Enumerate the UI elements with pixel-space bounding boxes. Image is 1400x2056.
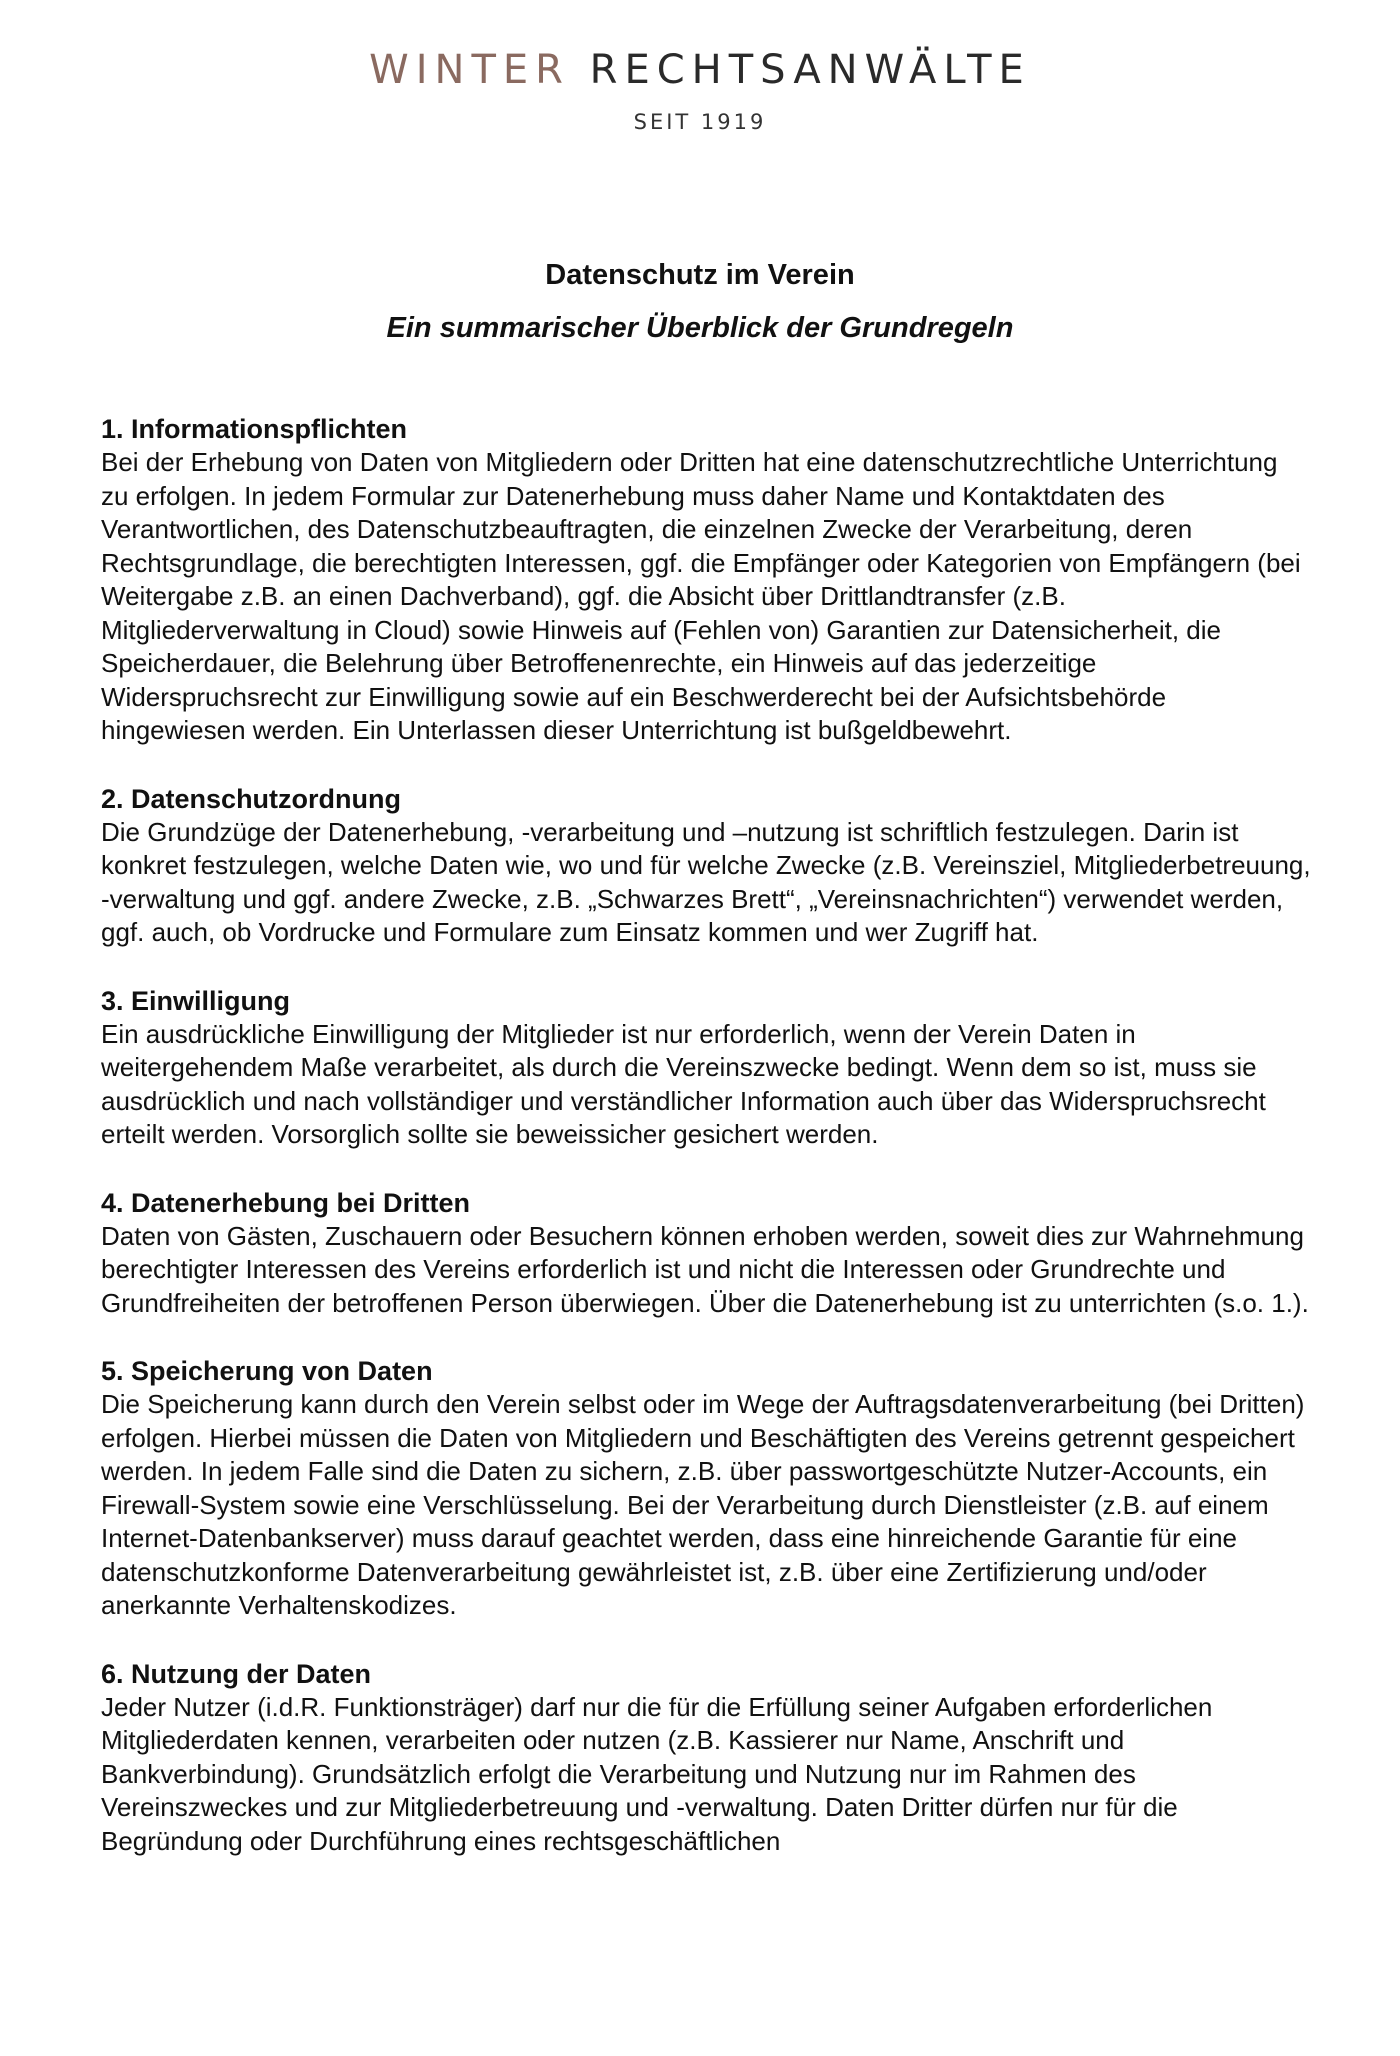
section-datenschutzordnung bbox=[101, 782, 1311, 950]
section-heading: 3. Einwilligung bbox=[101, 985, 290, 1016]
section-informationspflichten bbox=[101, 412, 1311, 748]
firm-since-line: SEIT 1919 bbox=[633, 110, 767, 134]
section-heading: 1. Informationspflichten bbox=[101, 414, 408, 444]
section-heading: 4. Datenerhebung bei Dritten bbox=[101, 1187, 471, 1218]
section-heading: 2. Datenschutzordnung bbox=[101, 783, 402, 814]
section-nutzung-der-daten bbox=[101, 1657, 1311, 1859]
section-text: Daten von Gästen, Zuschauern oder Besuchern können erhoben werden, soweit dies zur Wahrnehmung berechtigter Interessen des Vereins erforderlich ist und nicht die Interessen oder Grundrechte und Grundfreiheiten der betroffenen Person überwiegen. Über die Datenerhebung ist zu unterrichten (s.o. 1.). bbox=[101, 1220, 1309, 1318]
section-text: Die Grundzüge der Datenerhebung, -verarbeitung und –nutzung ist schriftlich festzulegen. Darin ist konkret festzulegen, welche Daten wie, wo und für welche Zwecke (z.B. Vereinsziel, Mitgliederbetreuung, -verwaltung und ggf. andere Zwecke, z.B. „Schwarzes Brett“, „Vereinsnachrichten“) verwendet werden, ggf. auch, ob Vordrucke und Formulare zum Einsatz kommen und wer Zugriff hat. bbox=[101, 816, 1311, 947]
section-speicherung-von-daten bbox=[101, 1354, 1311, 1623]
firm-logo bbox=[0, 44, 1400, 96]
document-body bbox=[101, 412, 1311, 1892]
firm-logo-word-winter: WINTER bbox=[369, 47, 570, 93]
section-text: Die Speicherung kann durch den Verein selbst oder im Wege der Auftragsdatenverarbeitung (bei Dritten) erfolgen. Hierbei müssen die Daten von Mitgliedern und Beschäftigten des Vereins getrennt gespeichert werden. In jedem Falle sind die Daten zu sichern, z.B. über passwortgeschützte Nutzer-Accounts, ein Firewall-System sowie eine Verschlüsselung. Bei der Verarbeitung durch Dienstleister (z.B. auf einem Internet-Datenbankserver) muss darauf geachtet werden, dass eine hinreichende Garantie für eine datenschutzkonforme Datenverarbeitung gewährleistet ist, z.B. über eine Zertifizierung und/oder anerkannte Verhaltenskodizes. bbox=[101, 1389, 1305, 1620]
section-text: Jeder Nutzer (i.d.R. Funktionsträger) darf nur die für die Erfüllung seiner Aufgaben erforderlichen Mitgliederdaten kennen, verarbeiten oder nutzen (z.B. Kassierer nur Name, Anschrift und Bankverbindung). Grundsätzlich erfolgt die Verarbeitung und Nutzung nur im Rahmen des Vereinszweckes und zur Mitgliederbetreuung und -verwaltung. Daten Dritter dürfen nur für die Begründung oder Durchführung eines rechtsgeschäftlichen bbox=[101, 1691, 1213, 1856]
section-einwilligung bbox=[101, 984, 1311, 1152]
letterhead bbox=[0, 44, 1400, 134]
section-text: Ein ausdrückliche Einwilligung der Mitglieder ist nur erforderlich, wenn der Verein Daten in weitergehendem Maße verarbeitet, als durch die Vereinszwecke bedingt. Wenn dem so ist, muss sie ausdrücklich und nach vollständiger und verständlicher Information auch über das Widerspruchsrecht erteilt werden. Vorsorglich sollte sie beweissicher gesichert werden. bbox=[101, 1018, 1266, 1149]
section-heading: 5. Speicherung von Daten bbox=[101, 1356, 433, 1386]
section-datenerhebung-bei-dritten bbox=[101, 1186, 1311, 1321]
document-subtitle: Ein summarischer Überblick der Grundregeln bbox=[386, 312, 1014, 344]
section-text: Bei der Erhebung von Daten von Mitgliedern oder Dritten hat eine datenschutzrechtliche Unterrichtung zu erfolgen. In jedem Formular zur Datenerhebung muss daher Name und Kontaktdaten des Verantwortlichen, des Datenschutzbeauftragten, die einzelnen Zwecke der Verarbeitung, deren Rechtsgrundlage, die berechtigten Interessen, ggf. die Empfänger oder Kategorien von Empfängern (bei Weitergabe z.B. an einen Dachverband), ggf. die Absicht über Drittlandtransfer (z.B. Mitgliederverwaltung in Cloud) sowie Hinweis auf (Fehlen von) Garantien zur Datensicherheit, die Speicherdauer, die Belehrung über Betroffenenrechte, ein Hinweis auf das jederzeitige Widerspruchsrecht zur Einwilligung sowie auf ein Beschwerderecht bei der Aufsichtsbehörde hingewiesen werden. Ein Unterlassen dieser Unterrichtung ist bußgeldbewehrt. bbox=[101, 447, 1301, 745]
firm-logo-word-rechtsanwaelte: RECHTSANWÄLTE bbox=[589, 47, 1031, 93]
document-title: Datenschutz im Verein bbox=[545, 259, 855, 292]
section-heading: 6. Nutzung der Daten bbox=[101, 1658, 372, 1689]
